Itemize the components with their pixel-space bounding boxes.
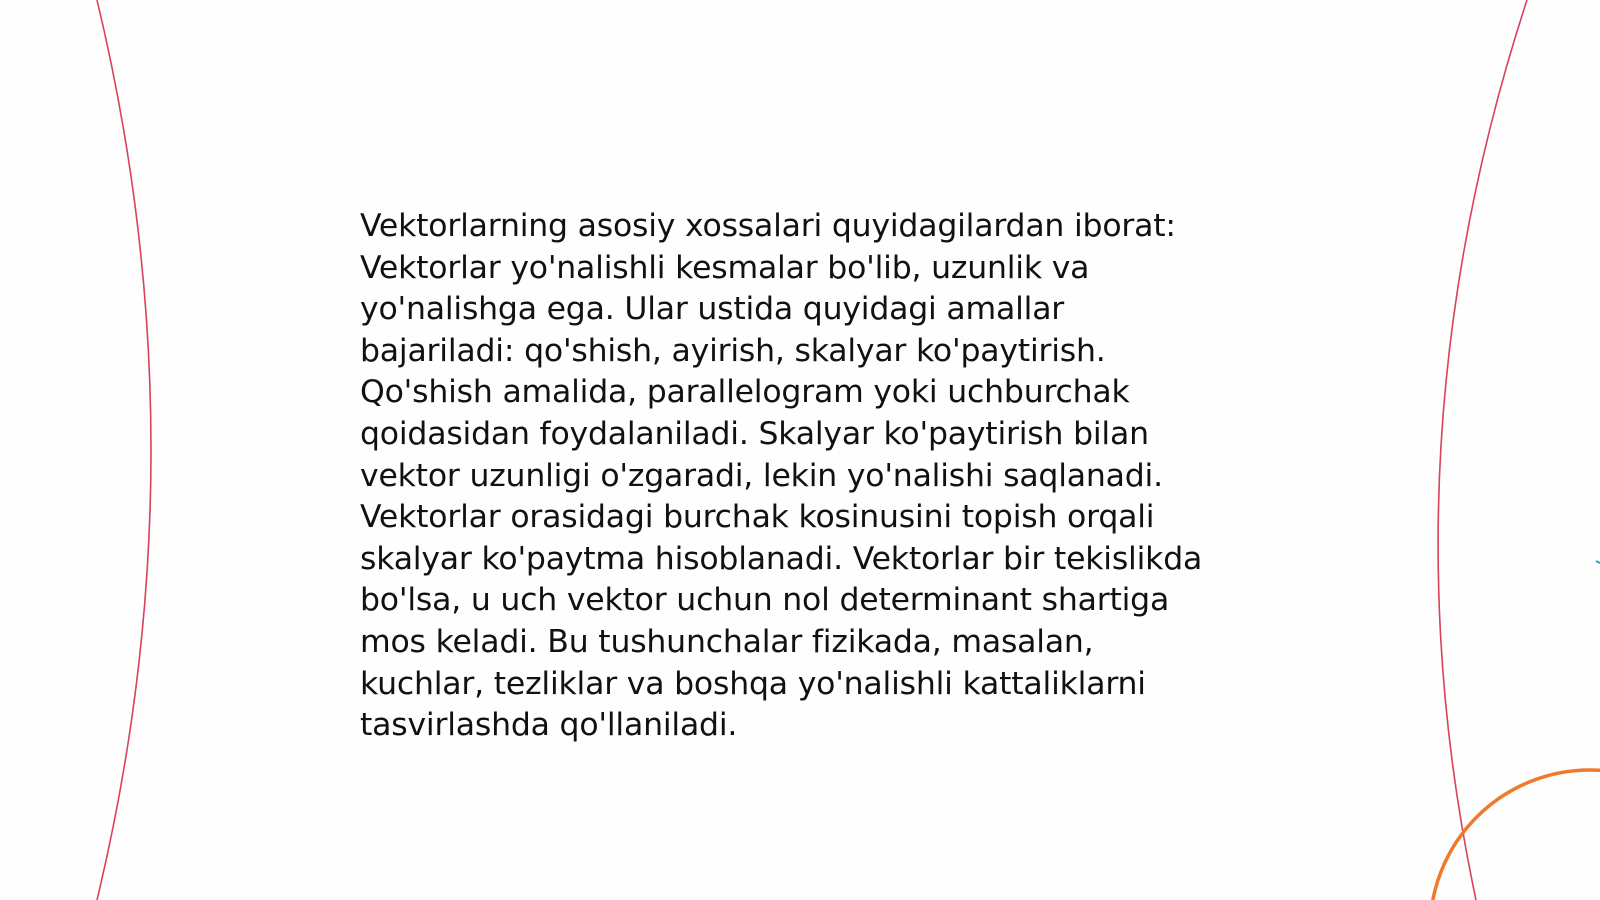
left-curve-line	[97, 0, 151, 900]
teal-mark	[1596, 561, 1600, 563]
right-curve-line	[1438, 0, 1527, 900]
slide-body-text: Vektorlarning asosiy xossalari quyidagilardan iborat: Vektorlar yo'nalishli kesmalar bo'lib, uzunlik va yo'nalishga ega. Ular ustida quyidagi amallar bajariladi: qo'shish, ayirish, skalyar ko'paytirish. Qo'shish amalida, parallelogram yoki uchburchak qoidasidan foydalaniladi. Skalyar ko'paytirish bilan vektor uzunligi o'zgaradi, lekin yo'nalishi saqlanadi. Vektorlar orasidagi burchak kosinusini topish orqali skalyar ko'paytma hisoblanadi. Vektorlar bir tekislikda bo'lsa, u uch vektor uchun nol determinant shartiga mos keladi. Bu tushunchalar fizikada, masalan, kuchlar, tezliklar va boshqa yo'nalishli kattaliklarni tasvirlashda qo'llaniladi.	[360, 208, 1203, 744]
